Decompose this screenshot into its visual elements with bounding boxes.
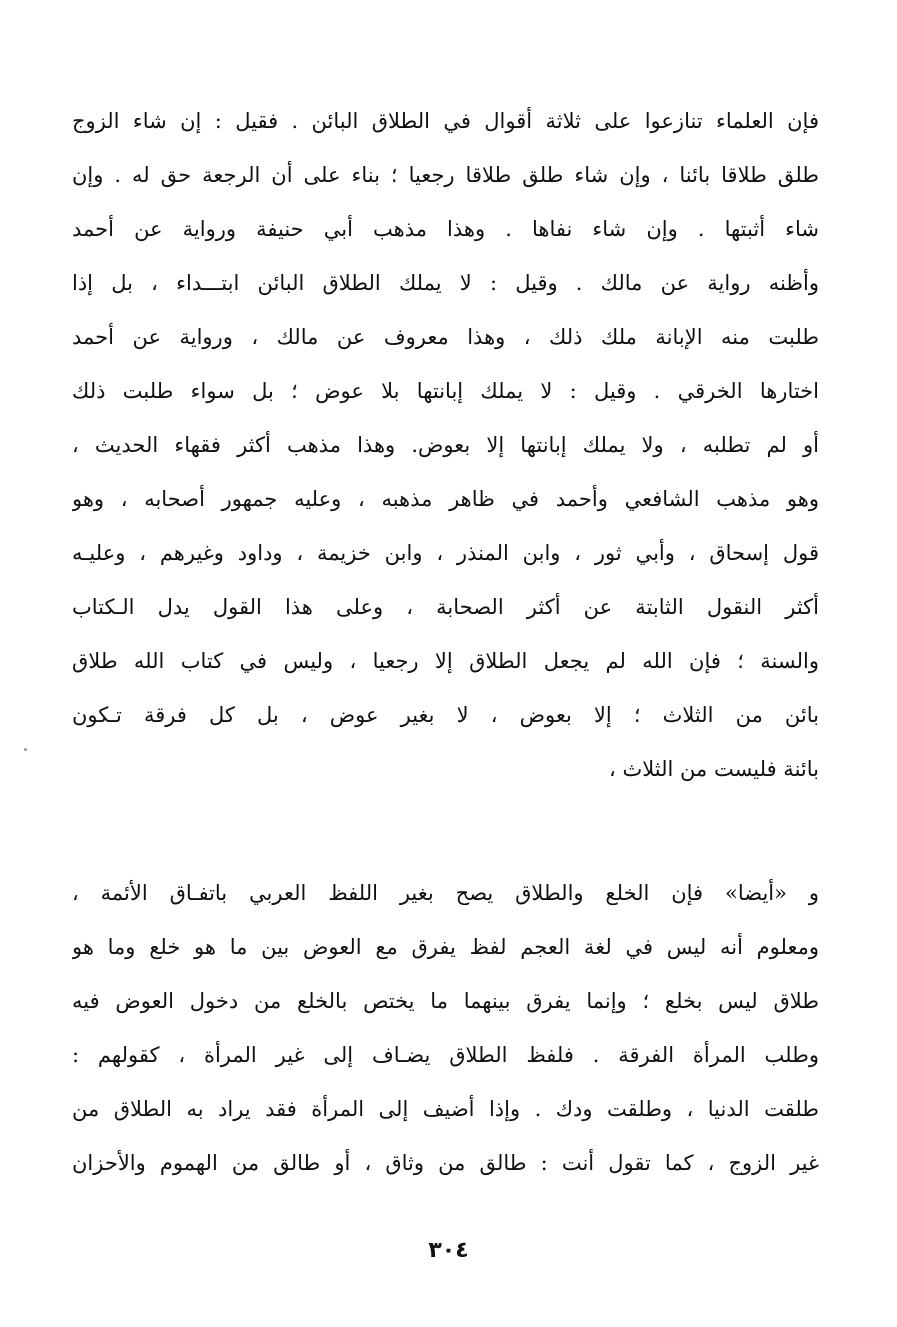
text-line: و «أيضا» فإن الخلع والطلاق يصح بغير اللفظ العربي باتفـاق الأئمة ،	[72, 881, 819, 905]
text-line: طلق طلاقا بائنا ، وإن شاء طلق طلاقا رجعيا ؛ بناء على أن الرجعة حق له . وإن	[72, 163, 819, 187]
text-line: طلاق ليس بخلع ؛ وإنما يفرق بينهما ما يختص بالخلع من دخول العوض فيه	[72, 989, 819, 1013]
text-line: شاء أثبتها . وإن شاء نفاها . وهذا مذهب أبي حنيفة ورواية عن أحمد	[72, 217, 819, 241]
text-line: بائنة فليست من الثلاث ،	[609, 757, 819, 781]
paragraph-2	[72, 866, 819, 1190]
text-line: غير الزوج ، كما تقول أنت : طالق من وثاق ، أو طالق من الهموم والأحزان	[72, 1151, 819, 1175]
text-line: وهو مذهب الشافعي وأحمد في ظاهر مذهبه ، وعليه جمهور أصحابه ، وهو	[72, 487, 819, 511]
text-line: والسنة ؛ فإن الله لم يجعل الطلاق إلا رجعيا ، وليس في كتاب الله طلاق	[72, 649, 819, 673]
text-line: وطلب المرأة الفرقة . فلفظ الطلاق يضـاف إلى غير المرأة ، كقولهم :	[72, 1043, 819, 1067]
text-line: قول إسحاق ، وأبي ثور ، وابن المنذر ، وابن خزيمة ، وداود وغيرهم ، وعليـه	[72, 541, 819, 565]
text-line: وأظنه رواية عن مالك . وقيل : لا يملك الطلاق البائن ابتـــداء ، بل إذا	[72, 271, 819, 295]
page-number: ٣٠٤	[428, 1238, 469, 1263]
text-line: طلقت الدنيا ، وطلقت ودك . وإذا أضيف إلى المرأة فقد يراد به الطلاق من	[72, 1097, 819, 1121]
text-line: بائن من الثلاث ؛ إلا بعوض ، لا بغير عوض ، بل كل فرقة تـكون	[72, 703, 819, 727]
text-line: أو لم تطلبه ، ولا يملك إبانتها إلا بعوض. وهذا مذهب أكثر فقهاء الحديث ،	[72, 433, 819, 457]
text-line: طلبت منه الإبانة ملك ذلك ، وهذا معروف عن مالك ، ورواية عن أحمد	[72, 325, 819, 349]
text-line: أكثر النقول الثابتة عن أكثر الصحابة ، وعلى هذا القول يدل الـكتاب	[72, 595, 819, 619]
paragraph-1	[72, 94, 819, 796]
text-line: اختارها الخرقي . وقيل : لا يملك إبانتها بلا عوض ؛ بل سواء طلبت ذلك	[72, 379, 819, 403]
text-line: فإن العلماء تنازعوا على ثلاثة أقوال في الطلاق البائن . فقيل : إن شاء الزوج	[72, 109, 819, 133]
text-line: ومعلوم أنه ليس في لغة العجم لفظ يفرق مع العوض بين ما هو خلع وما هو	[72, 935, 819, 959]
margin-dot	[24, 748, 27, 751]
